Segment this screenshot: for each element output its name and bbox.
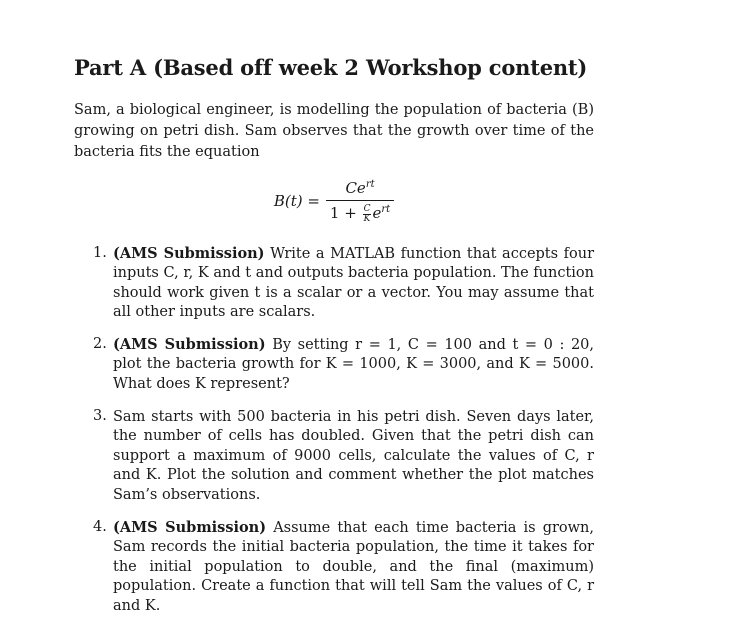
question-text: Assume that each time bacteria is grown, Sam records the initial bacteria population, the time it takes for the initial population to double, and the final (maximum) population. Create a function that will tell Sam the values of C, r and K. [113, 519, 595, 614]
equation-small-fraction: $\frac{C}{K}$ [363, 203, 371, 224]
question-list [74, 244, 594, 617]
intro-paragraph: Sam, a biological engineer, is modelling the population of bacteria (B) growing on petri dish. Sam observes that the growth over time of the bacteria fits the equation [74, 102, 594, 160]
question-item: 3. Sam starts with 500 bacteria in his petri dish. Seven days later, the number of cells has doubled. Given that the petri dish can support a maximum of 9000 cells, calculate the values of C, r and K. Plot the solution and comment whether the plot matches Sam’s observations. [93, 407, 594, 504]
section-heading: Part A (Based off week 2 Workshop content) [74, 55, 588, 80]
document-page [74, 55, 594, 629]
equation [74, 179, 594, 224]
equation-denominator: 1 + $\frac{C}{K}$ $e^{rt}$ [326, 200, 394, 224]
question-item: 2. (AMS Submission) By setting r = 1, C = 100 and t = 0 : 20, plot the bacteria growth for K = 1000, K = 3000, and K = 5000. What does K represent? [93, 335, 595, 393]
question-text: Sam starts with 500 bacteria in his petri dish. Seven days later, the number of cells has doubled. Given that the petri dish can support a maximum of 9000 cells, calculate the values of C, r and K. Plot the solution and comment whether the plot matches Sam’s observations. [113, 408, 594, 504]
question-text: Write a MATLAB function that accepts four inputs C, r, K and t and outputs bacteria population. The function should work given t is a scalar or a vector. You may assume that all other inputs are scalars. [113, 245, 595, 321]
question-item: 4. (AMS Submission) Assume that each time bacteria is grown, Sam records the initial bacteria population, the time it takes for the initial population to double, and the final (maximum) population. Create a function that will tell Sam the values of C, r and K. [93, 518, 595, 614]
question-tag: (AMS Submission) [113, 518, 267, 536]
question-text: By setting r = 1, C = 100 and t = 0 : 20, plot the bacteria growth for K = 1000, K = 3000, and K = 5000. What does K represent? [113, 336, 595, 393]
question-tag: (AMS Submission) [113, 244, 265, 262]
question-tag: (AMS Submission) [113, 335, 266, 353]
equation-numerator: $Ce^{rt}$ [345, 179, 375, 197]
equation-lhs: B(t) = [273, 192, 320, 211]
question-item: 1. (AMS Submission) Write a MATLAB function that accepts four inputs C, r, K and t and outputs bacteria population. The function should work given t is a scalar or a vector. You may assume that all other inputs are scalars. [93, 244, 595, 321]
equation-fraction [326, 179, 394, 224]
